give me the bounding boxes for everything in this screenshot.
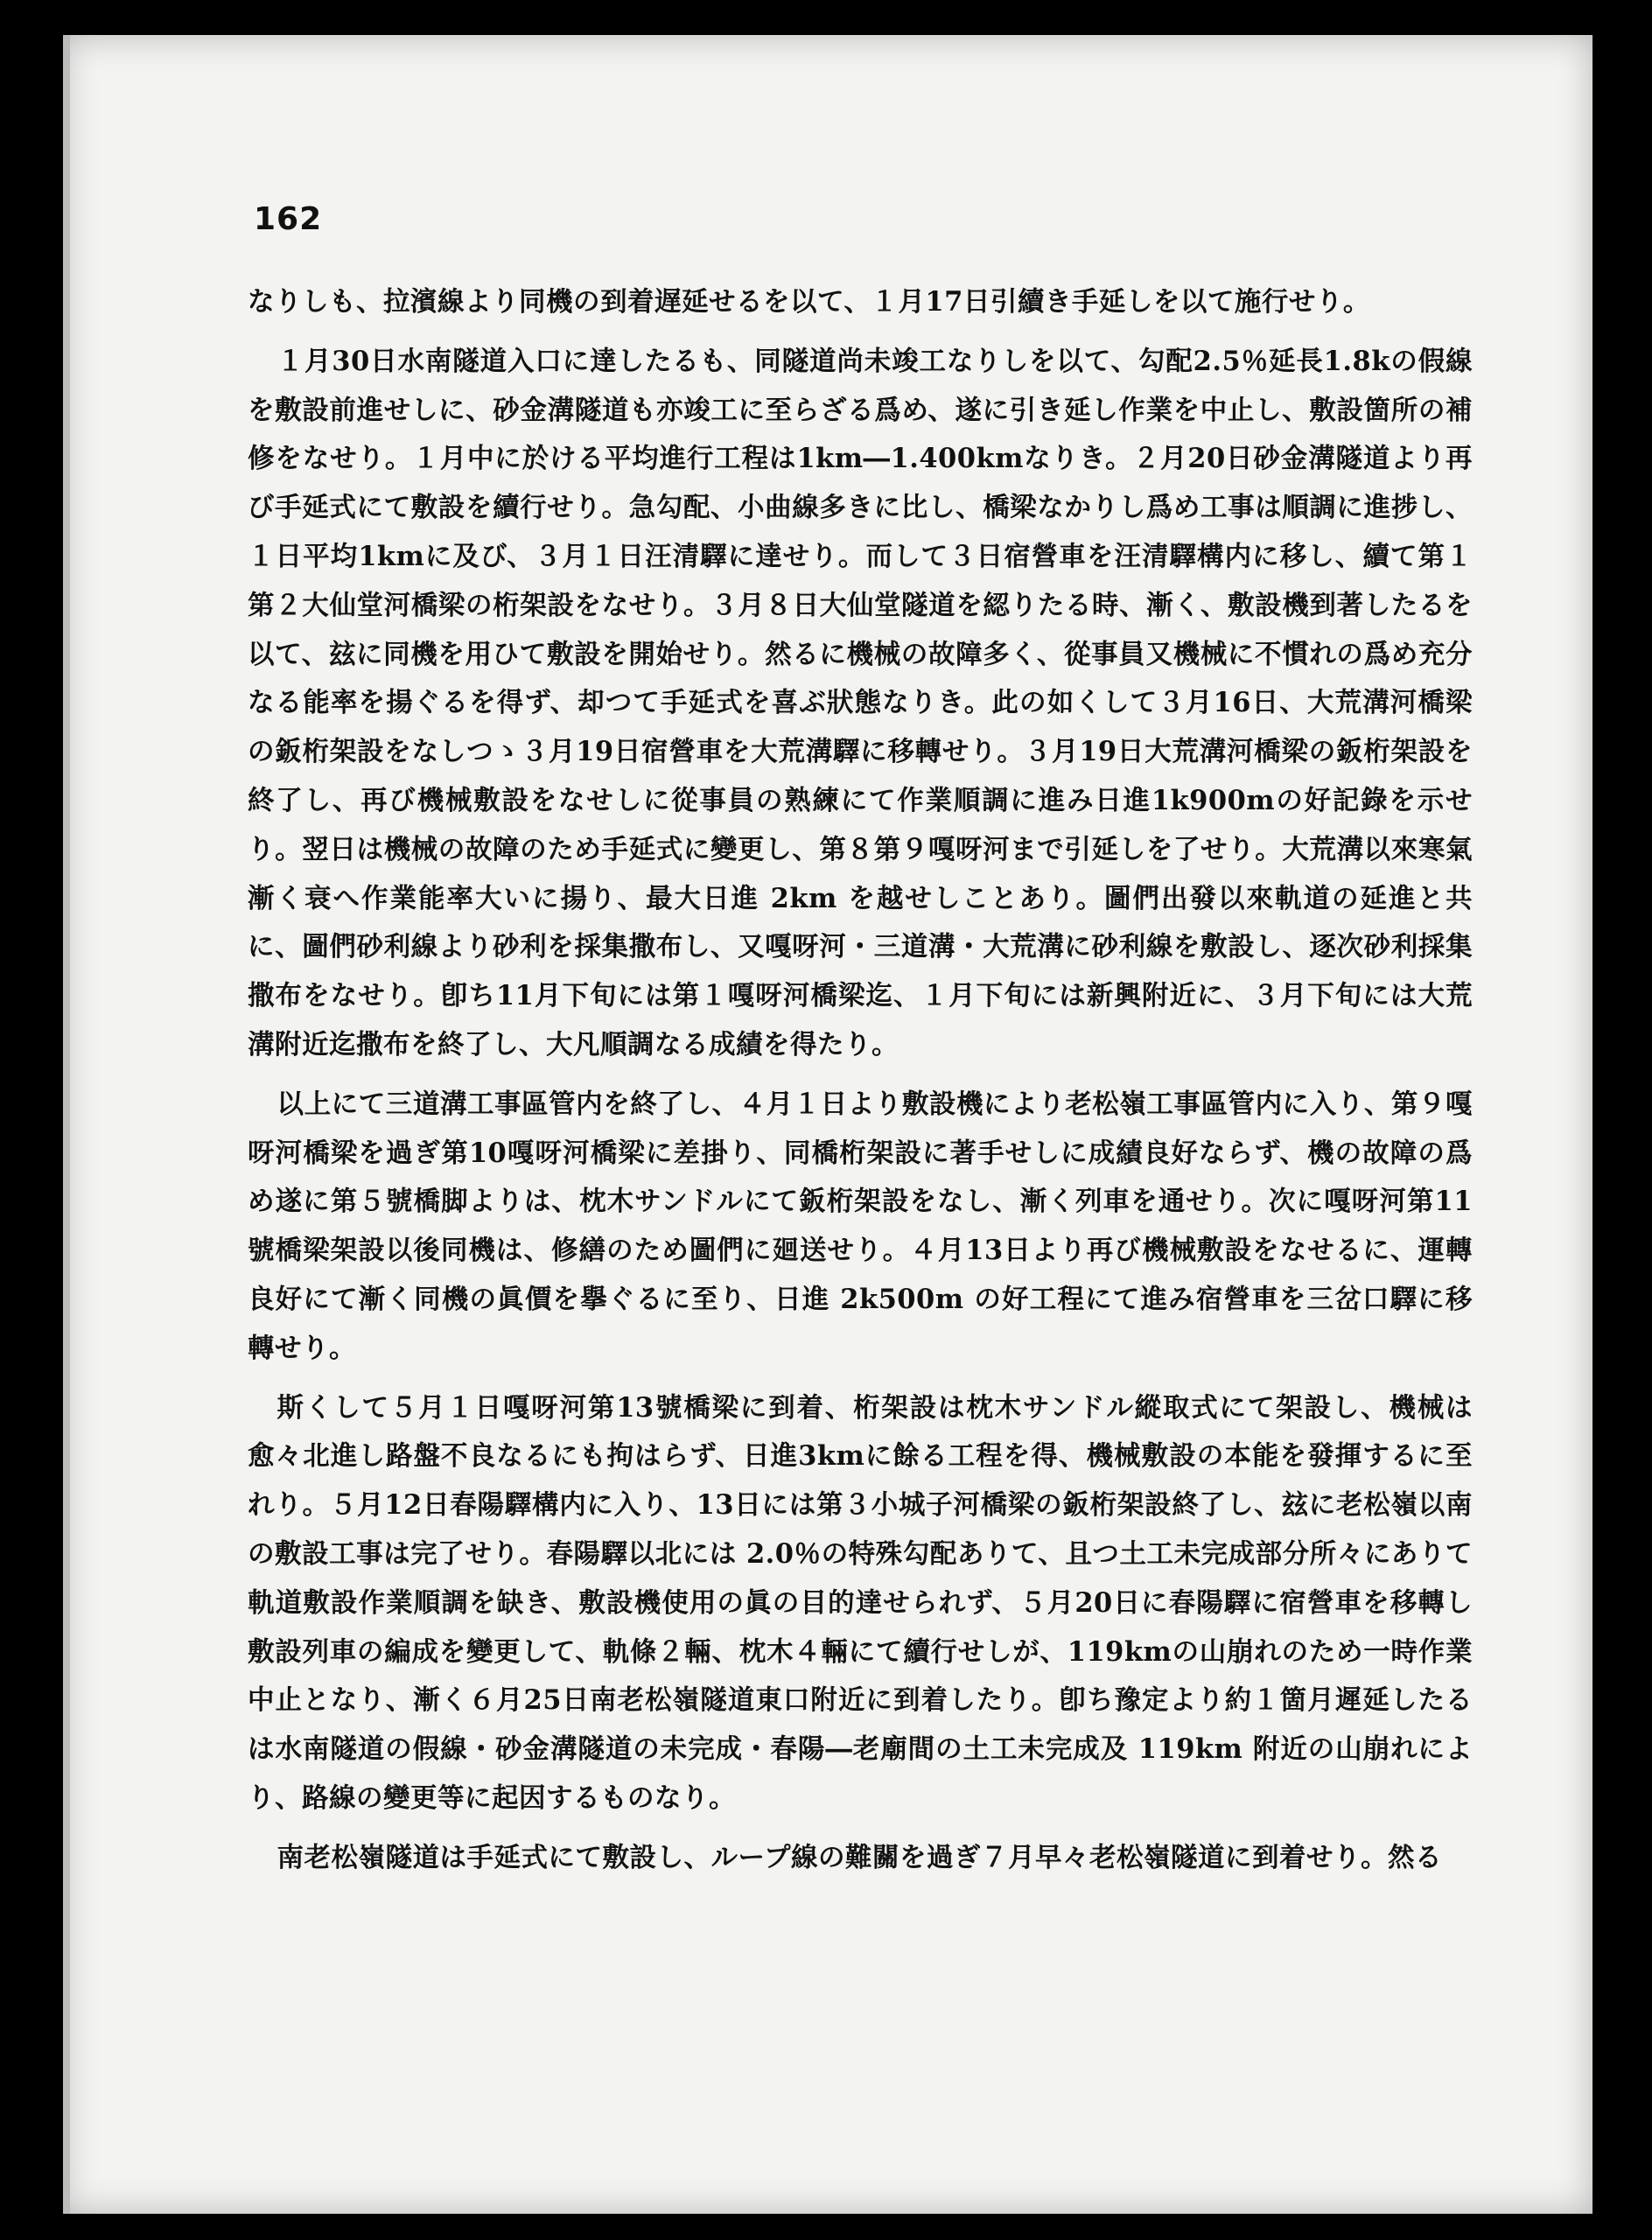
paragraph-2: １月30日水南隧道入口に達したるも、同隧道尚未竣工なりしを以て、勾配2.5％延長1.8kの假線を敷設前進せしに、砂金溝隧道も亦竣工に至らざる爲め、遂に引き延し作業を中止し、敷設箇所の補修をなせり。１月中に於ける平均進行工程は1km―1.400kmなりき。２月20日砂金溝隧道より再び手延式にて敷設を續行せり。急勾配、小曲線多きに比し、橋梁なかりし爲め工事は順調に進捗し、１日平均1kmに及び、３月１日汪清驛に達せり。而して３日宿營車を汪清驛構内に移し、續て第１第２大仙堂河橋梁の桁架設をなせり。３月８日大仙堂隧道を綛りたる時、漸く、敷設機到著したるを以て、玆に同機を用ひて敷設を開始せり。然るに機械の故障多く、從事員又機械に不慣れの爲め充分なる能率を揚ぐるを得ず、却つて手延式を喜ぶ狀態なりき。此の如くして３月16日、大荒溝河橋梁の鈑桁架設をなしつゝ３月19日宿營車を大荒溝驛に移轉せり。３月19日大荒溝河橋梁の鈑桁架設を終了し、再び機械敷設をなせしに從事員の熟練にて作業順調に進み日進1k900mの好記錄を示せり。翌日は機械の故障のため手延式に變更し、第８第９嘎呀河まで引延しを了せり。大荒溝以來寒氣漸く衰へ作業能率大いに揚り、最大日進 2km を越せしことあり。圖們出發以來軌道の延進と共に、圖們砂利線より砂利を採集撒布し、又嘎呀河・三道溝・大荒溝に砂利線を敷設し、逐次砂利採集撒布をなせり。卽ち11月下旬には第１嘎呀河橋梁迄、１月下旬には新興附近に、３月下旬には大荒溝附近迄撒布を終了し、大凡順調なる成績を得たり。: [248, 345, 1474, 1060]
paragraph-1: なりしも、拉濱線より同機の到着遅延せるを以て、１月17日引續き手延しを以て施行せり。: [248, 286, 1370, 318]
body-text: [248, 278, 1473, 1894]
paragraph-5: 南老松嶺隧道は手延式にて敷設し、ループ線の難關を過ぎ７月早々老松嶺隧道に到着せり。然る: [276, 1841, 1443, 1873]
page-number: 162: [254, 201, 323, 237]
paragraph-3: 以上にて三道溝工事區管内を終了し、４月１日より敷設機により老松嶺工事區管内に入り、第９嘎呀河橋梁を過ぎ第10嘎呀河橋梁に差掛り、同橋桁架設に著手せしに成績良好ならず、機の故障の爲め遂に第５號橋脚よりは、枕木サンドルにて鈑桁架設をなし、漸く列車を通せり。次に嘎呀河第11號橋梁架設以後同機は、修繕のため圖們に廻送せり。４月13日より再び機械敷設をなせるに、運轉良好にて漸く同機の眞價を擧ぐるに至り、日進 2k500m の好工程にて進み宿營車を三岔口驛に移轉せり。: [248, 1088, 1473, 1364]
page-edge: [63, 35, 70, 2214]
paragraph-4: 斯くして５月１日嘎呀河第13號橋梁に到着、桁架設は枕木サンドル縱取式にて架設し、機械は愈々北進し路盤不良なるにも拘はらず、日進3kmに餘る工程を得、機械敷設の本能を發揮するに至れり。５月12日春陽驛構内に入り、13日には第３小城子河橋梁の鈑桁架設終了し、玆に老松嶺以南の敷設工事は完了せり。春陽驛以北には 2.0％の特殊勾配ありて、且つ土工未完成部分所々にありて軌道敷設作業順調を缺き、敷設機使用の眞の目的達せられず、５月20日に春陽驛に宿營車を移轉し敷設列車の編成を變更して、軌條２輛、枕木４輛にて續行せしが、119kmの山崩れのため一時作業中止となり、漸く６月25日南老松嶺隧道東口附近に到着したり。卽ち豫定より約１箇月遲延したるは水南隧道の假線・砂金溝隧道の未完成・春陽―老廟間の土工未完成及 119km 附近の山崩れにより、路線の變更等に起因するものなり。: [248, 1391, 1474, 1814]
